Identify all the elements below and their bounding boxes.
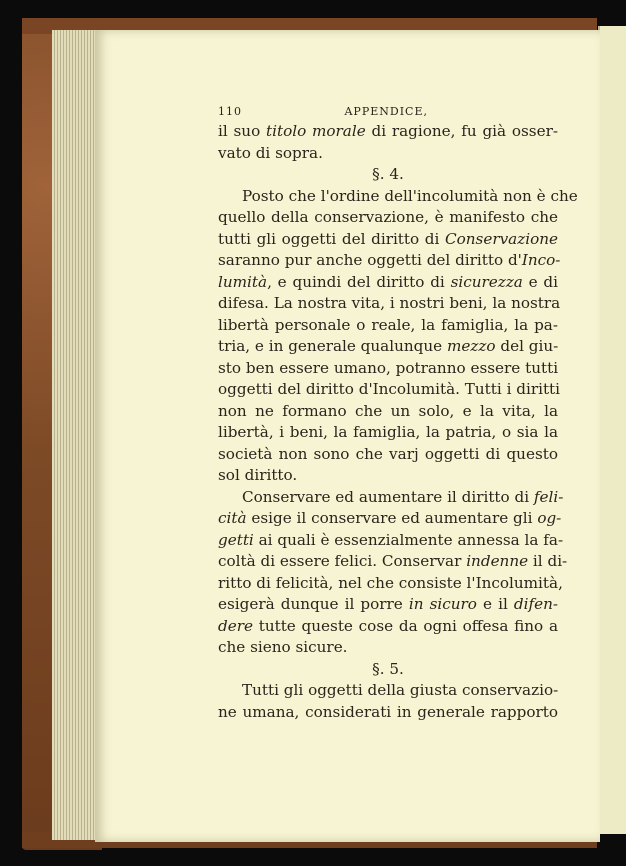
page-text [218,103,578,723]
text-line [218,508,562,530]
text-line [218,272,558,294]
text-segment: tutti gli oggetti del diritto di [218,229,445,248]
text-segment: ne umana, considerati in generale rapporto [218,702,558,721]
text-line [218,530,564,552]
section-heading [218,659,558,681]
facing-page-edge [598,26,626,834]
text-line [218,616,558,638]
page-number: 110 [218,105,242,118]
text-segment: ai quali è essenzialmente annessa la fa- [253,530,564,549]
italic-text: in sicuro [408,595,477,613]
text-line [218,702,558,724]
text-segment: vato di sopra. [218,143,323,162]
text-segment: Posto che l'ordine dell'incolumità non è che [242,186,578,205]
text-segment: §. 5. [372,659,404,678]
text-line [218,186,578,208]
text-line [218,401,558,423]
running-title: APPENDICE, [344,105,428,118]
text-segment: società non sono che varj oggetti di questo [218,444,558,463]
text-segment: tria, e in generale qualunque [218,337,447,355]
text-segment: di ragione, fu già osser- [365,122,558,140]
italic-text: titolo morale [266,122,366,140]
running-header [218,103,558,121]
italic-text: difen- [513,595,559,613]
text-segment: libertà, i beni, la famiglia, la patria, o sia la [218,423,558,441]
body-text [218,121,578,723]
text-segment: sto ben essere umano, potranno essere tutti [218,358,559,377]
text-segment: oggetti del diritto d'Incolumità. Tutti i diritti [218,380,561,398]
text-segment: esige il conservare ed aumentare gli [246,509,538,527]
text-line [218,551,568,573]
text-segment: non ne formano che un solo, e la vita, la [218,401,558,420]
text-line [218,487,564,509]
text-line [218,207,558,229]
text-segment: difesa. La nostra vita, i nostri beni, la nostra [218,294,561,312]
text-line [218,293,561,315]
text-line [218,465,558,487]
text-segment: Tutti gli oggetti della giusta conservazio- [242,681,559,699]
text-segment: libertà personale o reale, la famiglia, la pa- [218,315,558,334]
text-line [218,229,558,251]
text-line [218,422,558,444]
text-segment: esigerà dunque il porre [218,595,409,613]
text-segment: tutte queste cose da ogni offesa fino a [252,616,558,635]
italic-text: lumità [218,272,268,291]
text-line [218,573,563,595]
italic-text: Inco- [521,251,561,269]
text-line [218,637,558,659]
text-line [218,594,558,616]
text-segment: quello della conservazione, è manifesto che [218,208,558,226]
text-line [218,680,558,702]
section-heading [218,164,558,186]
text-segment: saranno pur anche oggetti del diritto d' [218,251,522,269]
text-line [218,315,558,337]
italic-text: mezzo [446,337,496,355]
italic-text: og- [537,509,562,527]
italic-text: feli- [533,487,564,506]
text-segment: il di- [528,552,568,570]
italic-text: Conservazione [445,229,558,248]
text-line [218,143,558,165]
text-line [218,444,558,466]
text-segment: coltà di essere felici. Conservar [218,552,467,570]
italic-text: sicurezza [450,272,523,291]
text-line [218,336,558,358]
italic-text: getti [218,530,254,549]
text-line [218,121,558,143]
text-segment: e di [522,272,558,291]
text-segment: , e quindi del diritto di [267,272,451,291]
text-segment: sol diritto. [218,466,298,484]
text-segment: Conservare ed aumentare il diritto di [242,487,534,506]
text-segment: che sieno sicure. [218,638,348,656]
text-segment: il suo [218,122,266,140]
text-segment: ritto di felicità, nel che consiste l'Incolumità, [218,573,563,592]
text-segment: e il [476,595,514,613]
text-line [218,379,561,401]
text-segment: del giu- [495,337,559,355]
text-line [218,250,561,272]
italic-text: cità [218,509,247,527]
italic-text: dere [218,616,253,635]
text-segment: §. 4. [372,165,404,183]
italic-text: indenne [466,552,529,570]
text-line [218,358,558,380]
